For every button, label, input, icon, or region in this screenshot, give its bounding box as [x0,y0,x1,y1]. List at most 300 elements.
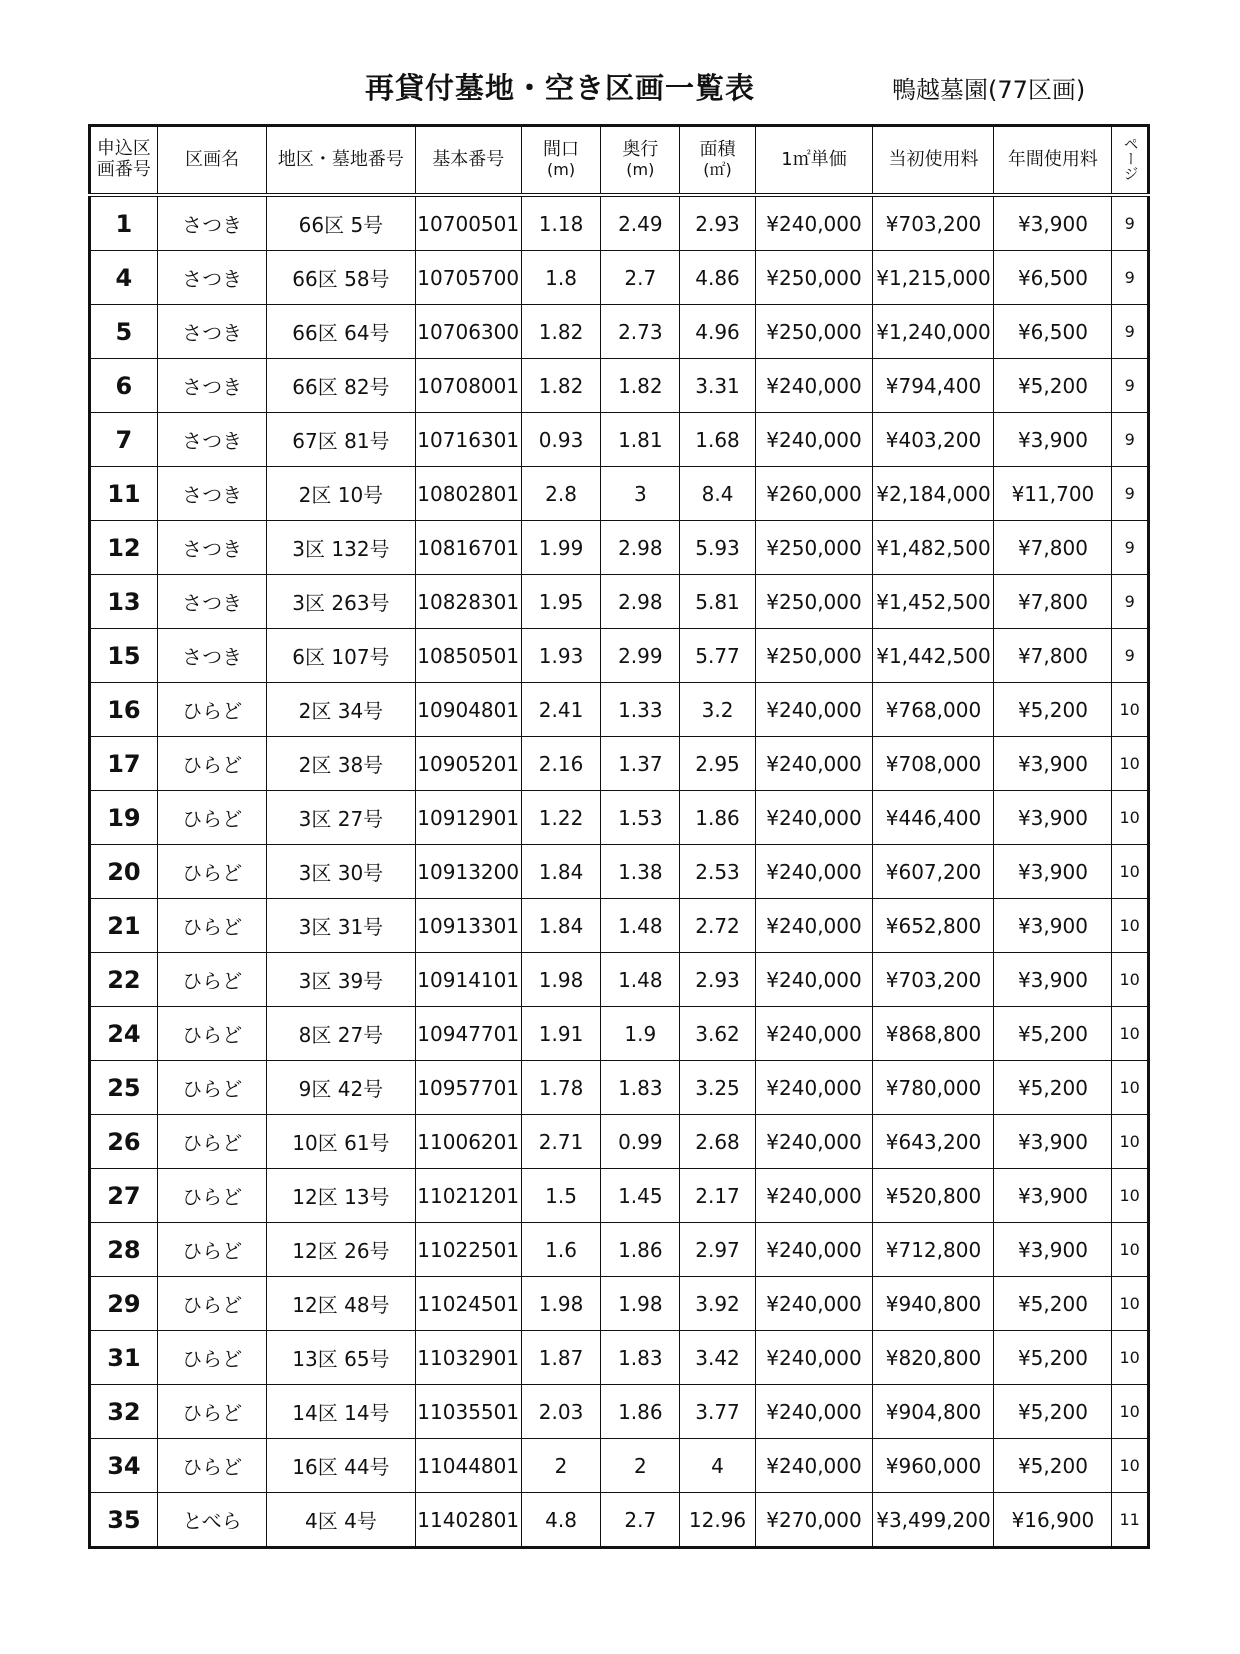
cell-annual-fee: ¥3,900 [994,791,1112,845]
cell-plot-name: ひらど [157,1331,267,1385]
cell-district-lot-number: 3区 39号 [267,953,415,1007]
cell-application-number: 12 [90,521,158,575]
cell-depth: 2.98 [601,575,680,629]
cell-depth: 1.81 [601,413,680,467]
cell-district-lot-number: 16区 44号 [267,1439,415,1493]
cell-page: 9 [1112,195,1149,251]
cell-depth: 1.83 [601,1331,680,1385]
cell-plot-name: ひらど [157,1115,267,1169]
cell-base-number: 10913301 [415,899,521,953]
cell-plot-name: ひらど [157,791,267,845]
cell-initial-fee: ¥703,200 [873,953,994,1007]
table-row [90,1007,1149,1061]
cell-base-number: 10904801 [415,683,521,737]
cell-base-number: 11024501 [415,1277,521,1331]
table-row [90,1385,1149,1439]
cell-frontage: 2 [521,1439,600,1493]
cell-base-number: 10947701 [415,1007,521,1061]
cell-frontage: 2.16 [521,737,600,791]
cell-initial-fee: ¥1,452,500 [873,575,994,629]
cell-area: 5.81 [680,575,755,629]
cell-area: 8.4 [680,467,755,521]
header-application-number-line1: 申込区 [96,138,151,160]
cell-depth: 1.38 [601,845,680,899]
cell-initial-fee: ¥1,240,000 [873,305,994,359]
cell-base-number: 11402801 [415,1493,521,1548]
header-row [90,126,1149,196]
cell-base-number: 10706300 [415,305,521,359]
cell-area: 2.53 [680,845,755,899]
cell-initial-fee: ¥794,400 [873,359,994,413]
cell-frontage: 1.84 [521,899,600,953]
cell-district-lot-number: 12区 26号 [267,1223,415,1277]
cell-district-lot-number: 9区 42号 [267,1061,415,1115]
cell-district-lot-number: 66区 64号 [267,305,415,359]
cell-area: 2.93 [680,195,755,251]
cell-unit-price: ¥240,000 [755,1115,873,1169]
cell-initial-fee: ¥1,215,000 [873,251,994,305]
cell-unit-price: ¥240,000 [755,1223,873,1277]
cell-area: 2.68 [680,1115,755,1169]
cell-depth: 2.49 [601,195,680,251]
cell-unit-price: ¥240,000 [755,1061,873,1115]
cell-base-number: 10957701 [415,1061,521,1115]
cell-annual-fee: ¥3,900 [994,1169,1112,1223]
cell-unit-price: ¥250,000 [755,521,873,575]
cell-depth: 2.7 [601,251,680,305]
vacant-plots-table [88,124,1150,1549]
cell-application-number: 7 [90,413,158,467]
table-row [90,953,1149,1007]
cell-plot-name: さつき [157,251,267,305]
cell-application-number: 4 [90,251,158,305]
cell-plot-name: ひらど [157,1439,267,1493]
cell-plot-name: ひらど [157,1277,267,1331]
cell-plot-name: とべら [157,1493,267,1548]
cell-district-lot-number: 2区 10号 [267,467,415,521]
header-area [680,126,755,196]
table-row [90,1439,1149,1493]
cell-initial-fee: ¥868,800 [873,1007,994,1061]
cell-base-number: 11006201 [415,1115,521,1169]
cell-application-number: 11 [90,467,158,521]
cell-plot-name: ひらど [157,899,267,953]
cell-base-number: 11022501 [415,1223,521,1277]
cell-plot-name: さつき [157,521,267,575]
cell-unit-price: ¥240,000 [755,195,873,251]
cell-area: 3.92 [680,1277,755,1331]
cell-base-number: 11021201 [415,1169,521,1223]
cell-plot-name: さつき [157,305,267,359]
header-application-number [90,126,158,196]
cell-page: 9 [1112,251,1149,305]
cell-page: 10 [1112,1115,1149,1169]
cell-district-lot-number: 4区 4号 [267,1493,415,1548]
cell-initial-fee: ¥446,400 [873,791,994,845]
cell-area: 2.95 [680,737,755,791]
cell-application-number: 20 [90,845,158,899]
cell-base-number: 10912901 [415,791,521,845]
cell-base-number: 10816701 [415,521,521,575]
cell-annual-fee: ¥5,200 [994,1007,1112,1061]
cell-initial-fee: ¥3,499,200 [873,1493,994,1548]
cell-application-number: 13 [90,575,158,629]
cell-application-number: 31 [90,1331,158,1385]
cell-frontage: 4.8 [521,1493,600,1548]
cell-frontage: 1.18 [521,195,600,251]
cell-plot-name: ひらど [157,1061,267,1115]
cell-area: 5.93 [680,521,755,575]
cell-area: 2.97 [680,1223,755,1277]
cell-annual-fee: ¥7,800 [994,521,1112,575]
cell-initial-fee: ¥712,800 [873,1223,994,1277]
cell-district-lot-number: 3区 31号 [267,899,415,953]
cell-annual-fee: ¥5,200 [994,683,1112,737]
cell-page: 10 [1112,1385,1149,1439]
cell-application-number: 22 [90,953,158,1007]
cell-district-lot-number: 67区 81号 [267,413,415,467]
cell-annual-fee: ¥7,800 [994,629,1112,683]
cell-frontage: 0.93 [521,413,600,467]
cell-plot-name: さつき [157,195,267,251]
cell-depth: 2.73 [601,305,680,359]
cell-initial-fee: ¥2,184,000 [873,467,994,521]
cell-page: 10 [1112,791,1149,845]
cell-area: 3.2 [680,683,755,737]
cell-depth: 1.48 [601,953,680,1007]
cell-frontage: 1.98 [521,953,600,1007]
cell-district-lot-number: 6区 107号 [267,629,415,683]
cell-district-lot-number: 8区 27号 [267,1007,415,1061]
cell-plot-name: さつき [157,629,267,683]
cell-depth: 1.53 [601,791,680,845]
cell-initial-fee: ¥768,000 [873,683,994,737]
cell-depth: 2.99 [601,629,680,683]
cell-frontage: 1.22 [521,791,600,845]
header-depth-line1: 奥行 [622,139,659,161]
cell-base-number: 10708001 [415,359,521,413]
cemetery-name: 鴨越墓園(77区画) [892,76,1086,104]
cell-base-number: 10850501 [415,629,521,683]
cell-initial-fee: ¥643,200 [873,1115,994,1169]
cell-plot-name: ひらど [157,683,267,737]
header-base-number: 基本番号 [415,126,521,196]
cell-initial-fee: ¥1,482,500 [873,521,994,575]
cell-base-number: 10914101 [415,953,521,1007]
cell-page: 9 [1112,629,1149,683]
cell-annual-fee: ¥7,800 [994,575,1112,629]
cell-plot-name: ひらど [157,1169,267,1223]
cell-frontage: 1.84 [521,845,600,899]
cell-unit-price: ¥240,000 [755,1439,873,1493]
cell-frontage: 1.95 [521,575,600,629]
cell-frontage: 1.6 [521,1223,600,1277]
cell-district-lot-number: 10区 61号 [267,1115,415,1169]
cell-area: 4.96 [680,305,755,359]
cell-application-number: 19 [90,791,158,845]
table-row [90,1115,1149,1169]
cell-initial-fee: ¥940,800 [873,1277,994,1331]
cell-unit-price: ¥240,000 [755,737,873,791]
cell-initial-fee: ¥1,442,500 [873,629,994,683]
cell-page: 10 [1112,899,1149,953]
table-row [90,629,1149,683]
cell-base-number: 10913200 [415,845,521,899]
cell-annual-fee: ¥6,500 [994,305,1112,359]
cell-frontage: 2.71 [521,1115,600,1169]
cell-area: 5.77 [680,629,755,683]
header-district-lot-number: 地区・墓地番号 [267,126,415,196]
header-depth [601,126,680,196]
cell-frontage: 1.8 [521,251,600,305]
cell-base-number: 10700501 [415,195,521,251]
cell-application-number: 35 [90,1493,158,1548]
cell-district-lot-number: 3区 30号 [267,845,415,899]
table-row [90,1169,1149,1223]
table-row [90,521,1149,575]
cell-annual-fee: ¥6,500 [994,251,1112,305]
cell-frontage: 2.8 [521,467,600,521]
table-row [90,1493,1149,1548]
cell-plot-name: ひらど [157,737,267,791]
cell-base-number: 10716301 [415,413,521,467]
table-row [90,359,1149,413]
cell-district-lot-number: 2区 38号 [267,737,415,791]
cell-district-lot-number: 12区 13号 [267,1169,415,1223]
cell-district-lot-number: 66区 82号 [267,359,415,413]
cell-application-number: 16 [90,683,158,737]
cell-page: 10 [1112,953,1149,1007]
cell-plot-name: ひらど [157,1223,267,1277]
cell-unit-price: ¥240,000 [755,683,873,737]
cell-initial-fee: ¥708,000 [873,737,994,791]
header-area-line1: 面積 [699,139,736,161]
cell-district-lot-number: 14区 14号 [267,1385,415,1439]
table-row [90,737,1149,791]
cell-application-number: 21 [90,899,158,953]
cell-annual-fee: ¥16,900 [994,1493,1112,1548]
table-row [90,1223,1149,1277]
cell-unit-price: ¥250,000 [755,575,873,629]
cell-application-number: 1 [90,195,158,251]
cell-application-number: 28 [90,1223,158,1277]
cell-initial-fee: ¥960,000 [873,1439,994,1493]
cell-page: 9 [1112,521,1149,575]
header-frontage-line1: 間口 [543,139,580,161]
cell-unit-price: ¥240,000 [755,1385,873,1439]
cell-area: 4 [680,1439,755,1493]
cell-annual-fee: ¥5,200 [994,1385,1112,1439]
cell-annual-fee: ¥5,200 [994,1061,1112,1115]
cell-page: 10 [1112,683,1149,737]
cell-frontage: 1.93 [521,629,600,683]
cell-annual-fee: ¥5,200 [994,1277,1112,1331]
cell-district-lot-number: 3区 263号 [267,575,415,629]
table-row [90,575,1149,629]
cell-depth: 2 [601,1439,680,1493]
cell-initial-fee: ¥403,200 [873,413,994,467]
cell-district-lot-number: 13区 65号 [267,1331,415,1385]
header-page-text: ページ [1121,135,1140,181]
cell-frontage: 1.82 [521,305,600,359]
cell-district-lot-number: 2区 34号 [267,683,415,737]
cell-page: 9 [1112,359,1149,413]
cell-district-lot-number: 66区 5号 [267,195,415,251]
table-row [90,791,1149,845]
cell-page: 9 [1112,413,1149,467]
cell-district-lot-number: 3区 132号 [267,521,415,575]
cell-initial-fee: ¥607,200 [873,845,994,899]
cell-depth: 1.86 [601,1223,680,1277]
cell-application-number: 26 [90,1115,158,1169]
cell-depth: 2.98 [601,521,680,575]
cell-unit-price: ¥240,000 [755,953,873,1007]
cell-unit-price: ¥240,000 [755,1277,873,1331]
cell-annual-fee: ¥5,200 [994,1439,1112,1493]
cell-unit-price: ¥240,000 [755,1331,873,1385]
cell-unit-price: ¥240,000 [755,845,873,899]
cell-plot-name: さつき [157,467,267,521]
cell-initial-fee: ¥780,000 [873,1061,994,1115]
cell-annual-fee: ¥11,700 [994,467,1112,521]
table-row [90,251,1149,305]
cell-annual-fee: ¥5,200 [994,1331,1112,1385]
cell-page: 9 [1112,575,1149,629]
cell-depth: 1.82 [601,359,680,413]
cell-annual-fee: ¥3,900 [994,413,1112,467]
table-row [90,1277,1149,1331]
header-frontage [521,126,600,196]
header-depth-unit: (m) [626,160,655,180]
cell-page: 10 [1112,1061,1149,1115]
cell-annual-fee: ¥3,900 [994,899,1112,953]
cell-area: 4.86 [680,251,755,305]
cell-unit-price: ¥240,000 [755,359,873,413]
cell-depth: 1.9 [601,1007,680,1061]
cell-frontage: 1.87 [521,1331,600,1385]
cell-area: 12.96 [680,1493,755,1548]
cell-page: 11 [1112,1493,1149,1548]
header-plot-name: 区画名 [157,126,267,196]
cell-page: 10 [1112,1223,1149,1277]
cell-page: 10 [1112,1007,1149,1061]
header-unit-price: 1㎡単価 [755,126,873,196]
table-row [90,467,1149,521]
cell-initial-fee: ¥520,800 [873,1169,994,1223]
cell-depth: 3 [601,467,680,521]
cell-application-number: 29 [90,1277,158,1331]
cell-frontage: 1.78 [521,1061,600,1115]
cell-application-number: 15 [90,629,158,683]
cell-page: 10 [1112,1277,1149,1331]
cell-area: 2.72 [680,899,755,953]
cell-base-number: 10705700 [415,251,521,305]
cell-unit-price: ¥250,000 [755,629,873,683]
table-row [90,413,1149,467]
header-annual-fee: 年間使用料 [994,126,1112,196]
cell-depth: 0.99 [601,1115,680,1169]
header-page [1112,126,1149,196]
cell-page: 9 [1112,305,1149,359]
table-row [90,305,1149,359]
cell-area: 2.93 [680,953,755,1007]
cell-unit-price: ¥240,000 [755,1169,873,1223]
table-row [90,845,1149,899]
cell-area: 1.68 [680,413,755,467]
cell-unit-price: ¥240,000 [755,899,873,953]
cell-base-number: 11035501 [415,1385,521,1439]
cell-annual-fee: ¥5,200 [994,359,1112,413]
cell-initial-fee: ¥703,200 [873,195,994,251]
cell-plot-name: さつき [157,575,267,629]
cell-application-number: 25 [90,1061,158,1115]
cell-application-number: 24 [90,1007,158,1061]
cell-application-number: 17 [90,737,158,791]
cell-area: 3.25 [680,1061,755,1115]
cell-depth: 1.86 [601,1385,680,1439]
cell-application-number: 5 [90,305,158,359]
cell-plot-name: ひらど [157,1385,267,1439]
cell-frontage: 1.91 [521,1007,600,1061]
header-area-unit: (㎡) [703,160,732,180]
cell-area: 3.77 [680,1385,755,1439]
cell-area: 3.62 [680,1007,755,1061]
cell-depth: 1.33 [601,683,680,737]
cell-initial-fee: ¥820,800 [873,1331,994,1385]
table-row [90,1061,1149,1115]
cell-unit-price: ¥250,000 [755,251,873,305]
header-frontage-unit: (m) [547,160,576,180]
cell-application-number: 32 [90,1385,158,1439]
table-row [90,683,1149,737]
header-application-number-line2: 画番号 [96,159,151,180]
cell-application-number: 34 [90,1439,158,1493]
cell-frontage: 2.03 [521,1385,600,1439]
cell-annual-fee: ¥3,900 [994,737,1112,791]
cell-plot-name: ひらど [157,1007,267,1061]
cell-depth: 2.7 [601,1493,680,1548]
cell-unit-price: ¥250,000 [755,305,873,359]
cell-base-number: 10905201 [415,737,521,791]
cell-base-number: 11044801 [415,1439,521,1493]
table-body [90,195,1149,1548]
header-initial-fee: 当初使用料 [873,126,994,196]
cell-depth: 1.45 [601,1169,680,1223]
cell-unit-price: ¥260,000 [755,467,873,521]
cell-depth: 1.37 [601,737,680,791]
cell-unit-price: ¥240,000 [755,791,873,845]
cell-annual-fee: ¥3,900 [994,845,1112,899]
cell-page: 10 [1112,1169,1149,1223]
cell-area: 3.42 [680,1331,755,1385]
cell-plot-name: さつき [157,359,267,413]
cell-page: 9 [1112,467,1149,521]
cell-page: 10 [1112,1331,1149,1385]
cell-initial-fee: ¥904,800 [873,1385,994,1439]
cell-page: 10 [1112,845,1149,899]
cell-page: 10 [1112,1439,1149,1493]
cell-frontage: 1.82 [521,359,600,413]
cell-district-lot-number: 12区 48号 [267,1277,415,1331]
cell-annual-fee: ¥3,900 [994,195,1112,251]
cell-unit-price: ¥240,000 [755,413,873,467]
table-row [90,195,1149,251]
cell-depth: 1.83 [601,1061,680,1115]
cell-annual-fee: ¥3,900 [994,1223,1112,1277]
page-title: 再貸付墓地・空き区画一覧表 [365,71,756,105]
cell-depth: 1.98 [601,1277,680,1331]
cell-unit-price: ¥270,000 [755,1493,873,1548]
